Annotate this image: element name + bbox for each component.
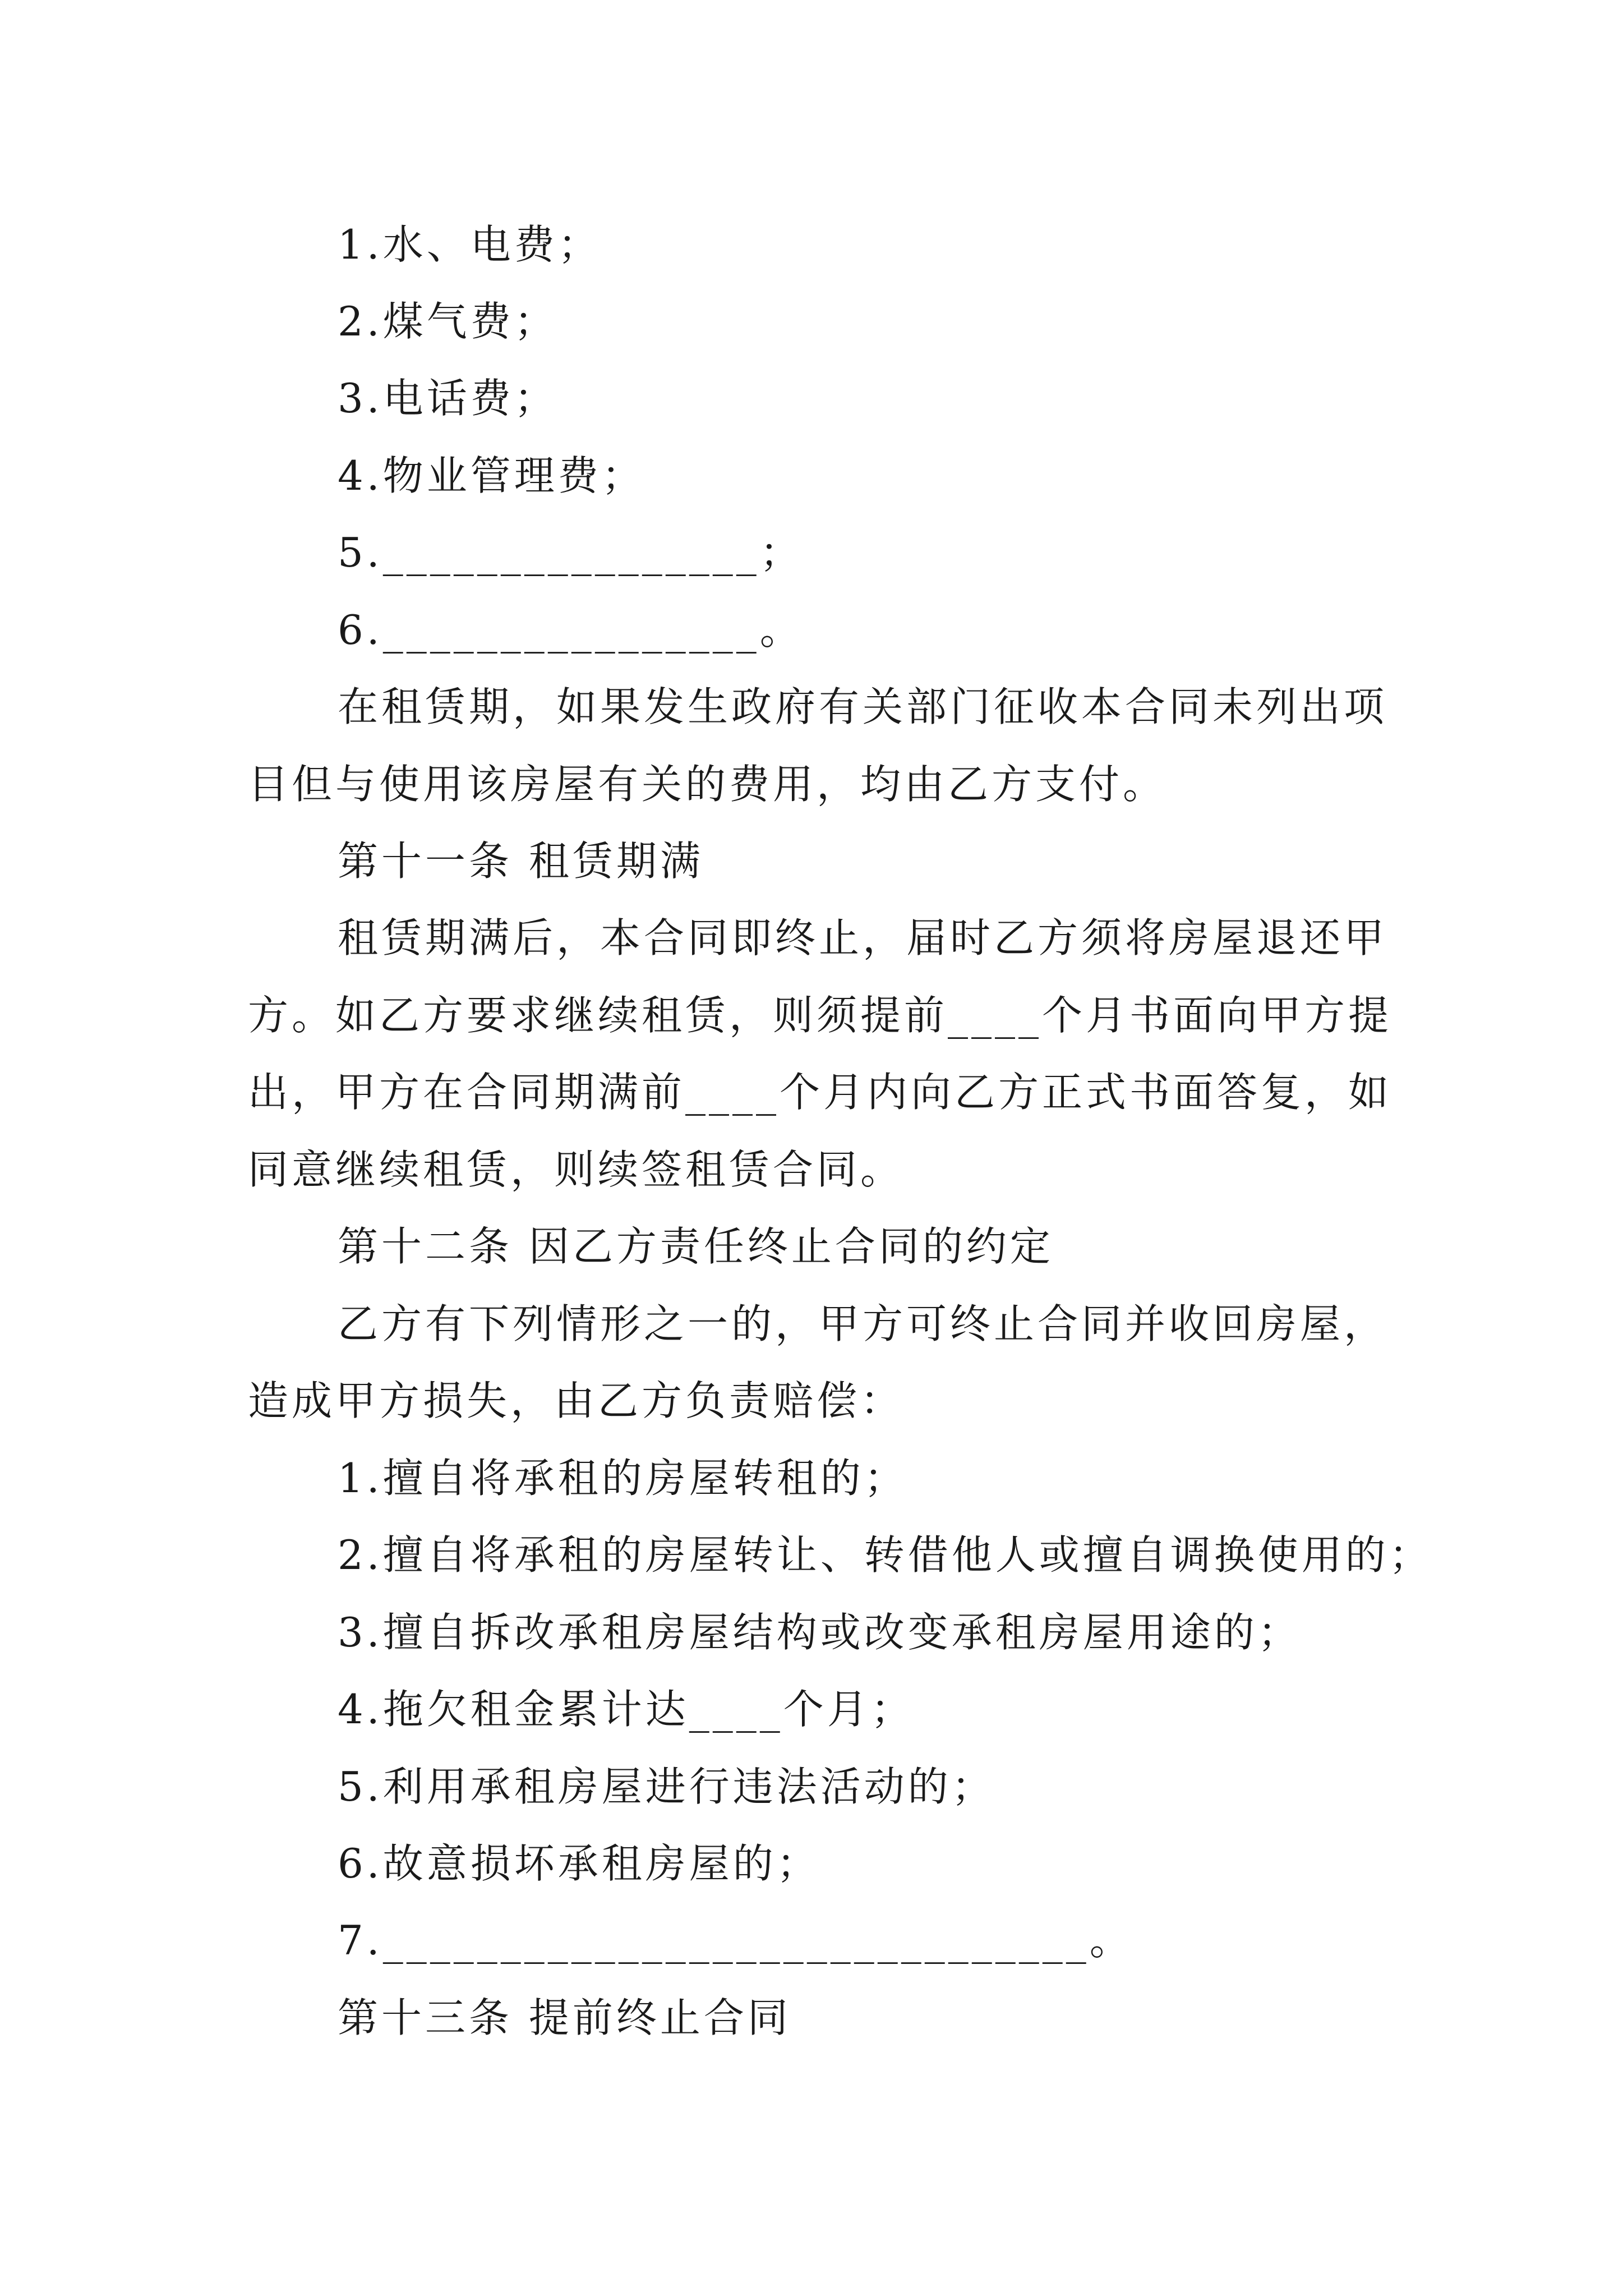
termination-item-6: 6.故意损坏承租房屋的； bbox=[338, 1840, 820, 1887]
paragraph-line: 租赁期满后，本合同即终止，届时乙方须将房屋退还甲 bbox=[338, 914, 1388, 961]
paragraph-line: 在租赁期，如果发生政府有关部门征收本合同未列出项 bbox=[338, 683, 1388, 730]
paragraph-line: 乙方有下列情形之一的，甲方可终止合同并收回房屋， bbox=[338, 1300, 1388, 1347]
article-heading-11: 第十一条 租赁期满 bbox=[338, 838, 704, 885]
fee-item-5: 5.________________； bbox=[338, 529, 804, 576]
article-heading-13: 第十三条 提前终止合同 bbox=[338, 1994, 791, 2041]
termination-item-5: 5.利用承租房屋进行违法活动的； bbox=[338, 1763, 995, 1810]
termination-item-1: 1.擅自将承租的房屋转租的； bbox=[338, 1455, 908, 1502]
fee-item-2: 2.煤气费； bbox=[338, 298, 558, 345]
termination-item-3: 3.擅自拆改承租房屋结构或改变承租房屋用途的； bbox=[338, 1609, 1302, 1656]
fee-item-6: 6.________________。 bbox=[338, 606, 804, 654]
fee-item-3: 3.电话费； bbox=[338, 375, 558, 422]
termination-item-7: 7.______________________________。 bbox=[338, 1917, 1133, 1964]
termination-item-2: 2.擅自将承租的房屋转让、转借他人或擅自调换使用的； bbox=[338, 1531, 1433, 1579]
article-heading-12: 第十二条 因乙方责任终止合同的约定 bbox=[338, 1223, 1054, 1270]
termination-item-4: 4.拖欠租金累计达____个月； bbox=[338, 1686, 915, 1733]
paragraph-line: 出，甲方在合同期满前____个月内向乙方正式书面答复，如 bbox=[248, 1069, 1393, 1116]
paragraph-line: 方。如乙方要求继续租赁，则须提前____个月书面向甲方提 bbox=[248, 992, 1393, 1039]
paragraph-line: 同意继续租赁，则续签租赁合同。 bbox=[248, 1146, 905, 1193]
fee-item-4: 4.物业管理费； bbox=[338, 452, 645, 499]
paragraph-line: 造成甲方损失，由乙方负责赔偿： bbox=[248, 1377, 905, 1424]
fee-item-1: 1.水、电费； bbox=[338, 221, 602, 268]
paragraph-line: 目但与使用该房屋有关的费用，均由乙方支付。 bbox=[248, 761, 1167, 808]
